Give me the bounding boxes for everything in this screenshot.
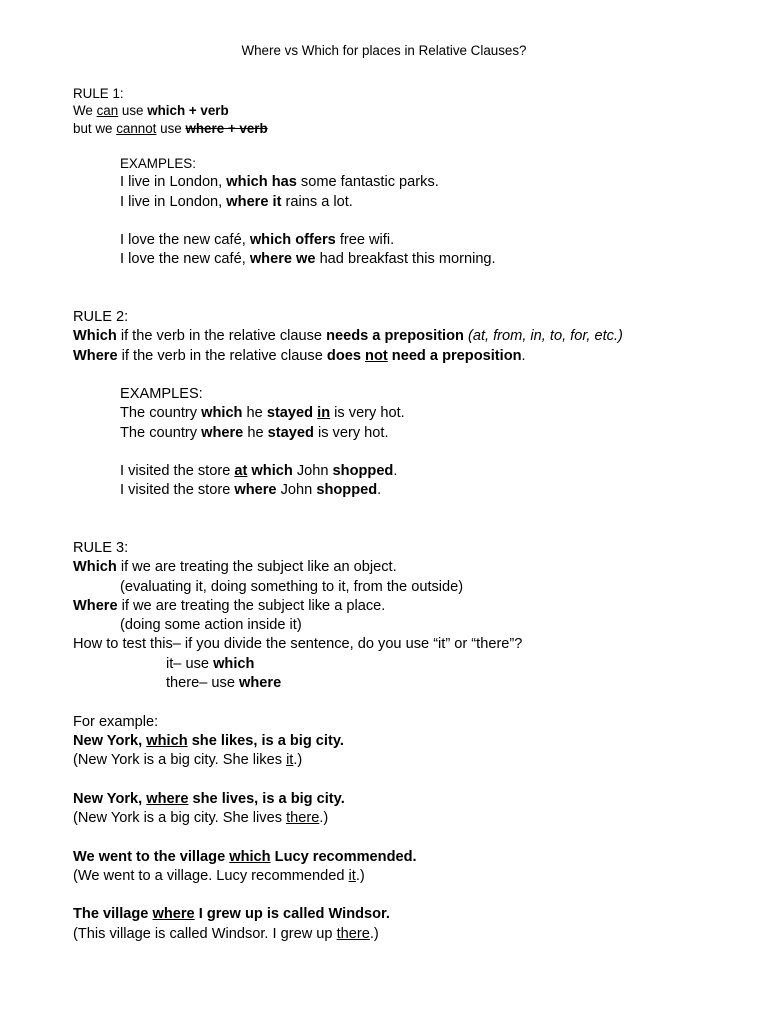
rule-2-examples-heading: EXAMPLES:: [120, 386, 203, 402]
example-4-sentence: The village where I grew up is called Windsor.: [73, 906, 390, 922]
document-title: Where vs Which for places in Relative Clauses?: [241, 43, 527, 58]
rule-2-example-3: I visited the store at which John shopped.: [120, 463, 398, 479]
example-1-sentence: New York, which she likes, is a big city.: [73, 733, 344, 749]
rule-3-line-1: Which if we are treating the subject like an object.: [73, 559, 397, 575]
example-4-explanation: (This village is called Windsor. I grew up there.): [73, 926, 379, 942]
rule-3-line-2: (evaluating it, doing something to it, from the outside): [120, 579, 464, 595]
rule-2-example-4: I visited the store where John shopped.: [120, 482, 382, 498]
rule-1-example-3: I love the new café, which offers free wifi.: [120, 232, 395, 248]
rule-1-example-4: I love the new café, where we had breakfast this morning.: [120, 251, 496, 267]
rule-1-heading: RULE 1:: [73, 86, 124, 101]
rule-2-heading: RULE 2:: [73, 309, 129, 325]
for-example-heading: For example:: [73, 714, 159, 730]
rule-3-line-3: Where if we are treating the subject like a place.: [73, 598, 386, 614]
rule-1-line-1: We can use which + verb: [73, 103, 229, 118]
rule-1-example-2: I live in London, where it rains a lot.: [120, 194, 353, 210]
rule-2-line-2: Where if the verb in the relative clause does not need a preposition.: [73, 348, 526, 364]
rule-3-line-4: (doing some action inside it): [120, 617, 302, 633]
rule-3-test-question: How to test this– if you divide the sentence, do you use “it” or “there”?: [73, 636, 523, 652]
rule-2-example-1: The country which he stayed in is very hot.: [120, 405, 405, 421]
rule-2-example-2: The country where he stayed is very hot.: [120, 425, 389, 441]
example-2-explanation: (New York is a big city. She lives there.): [73, 810, 329, 826]
rule-2-line-1: Which if the verb in the relative clause needs a preposition (at, from, in, to, for, etc.): [73, 328, 623, 344]
rule-1-example-1: I live in London, which has some fantastic parks.: [120, 174, 439, 190]
rule-1-examples-heading: EXAMPLES:: [120, 156, 196, 171]
example-3-explanation: (We went to a village. Lucy recommended it.): [73, 868, 365, 884]
rule-3-test-there: there– use where: [166, 675, 282, 691]
rule-3-heading: RULE 3:: [73, 540, 129, 556]
rule-3-test-it: it– use which: [166, 656, 255, 672]
example-3-sentence: We went to the village which Lucy recommended.: [73, 849, 417, 865]
rule-1-line-2: but we cannot use where + verb: [73, 121, 268, 136]
example-2-sentence: New York, where she lives, is a big city.: [73, 791, 345, 807]
example-1-explanation: (New York is a big city. She likes it.): [73, 752, 303, 768]
